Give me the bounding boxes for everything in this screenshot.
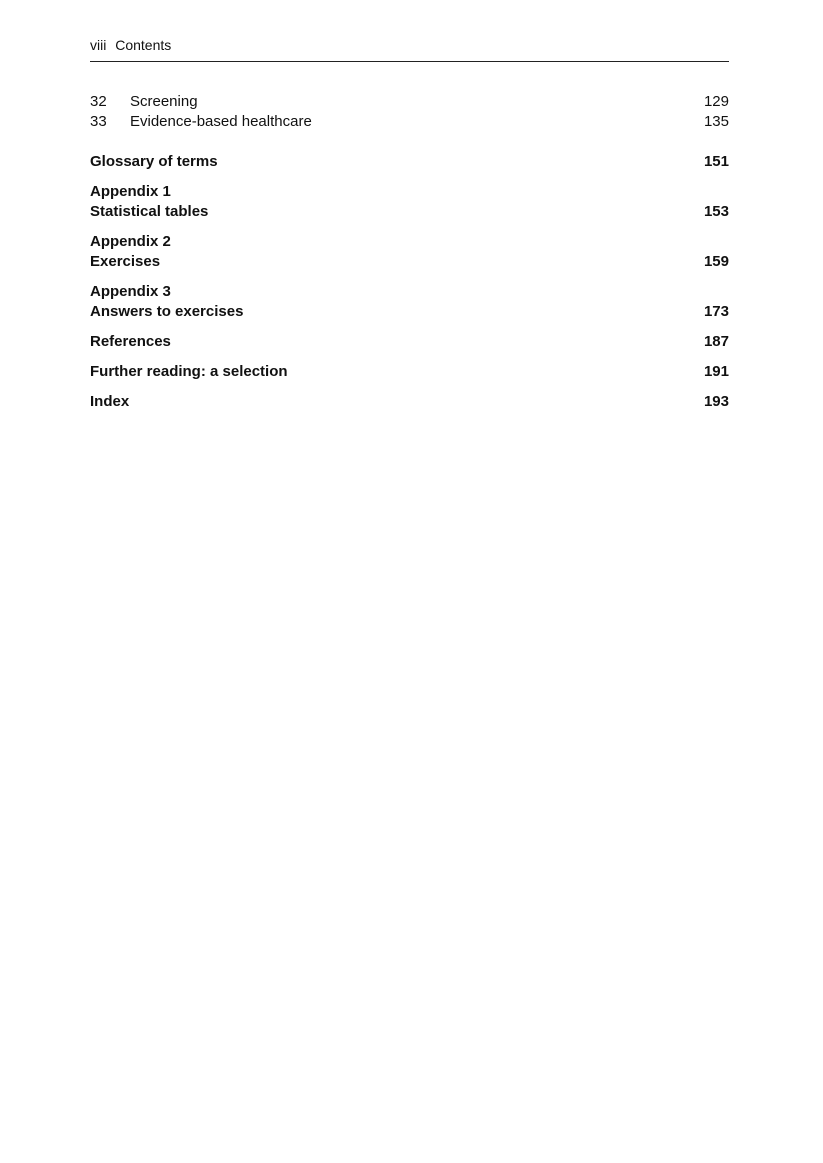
chapter-page-number: 129 bbox=[703, 93, 729, 110]
page-folio: viii bbox=[90, 37, 107, 53]
appendix-label: Appendix 1 bbox=[90, 183, 171, 200]
toc-entry-appendix-2[interactable] bbox=[90, 232, 729, 272]
appendix-label: Appendix 2 bbox=[90, 233, 171, 250]
entry-page-number: 173 bbox=[703, 303, 729, 320]
header-rule bbox=[90, 61, 729, 62]
entry-page-number: 153 bbox=[703, 203, 729, 220]
running-head-title: Contents bbox=[115, 37, 172, 53]
toc-entry-chapter-32[interactable] bbox=[90, 93, 729, 113]
toc-entry-chapter-33[interactable] bbox=[90, 113, 729, 133]
chapter-page-number: 135 bbox=[703, 113, 729, 130]
entry-title: Statistical tables bbox=[90, 203, 209, 220]
running-head bbox=[90, 37, 171, 53]
entry-page-number: 151 bbox=[703, 153, 729, 170]
toc-entry-index[interactable] bbox=[90, 392, 729, 412]
entry-title: Further reading: a selection bbox=[90, 363, 288, 380]
chapter-title: Screening bbox=[130, 93, 198, 110]
entry-page-number: 187 bbox=[703, 333, 729, 350]
chapter-number: 33 bbox=[90, 113, 107, 130]
entry-page-number: 191 bbox=[703, 363, 729, 380]
entry-page-number: 159 bbox=[703, 253, 729, 270]
toc-entry-appendix-1[interactable] bbox=[90, 182, 729, 222]
chapter-title: Evidence-based healthcare bbox=[130, 113, 312, 130]
appendix-label: Appendix 3 bbox=[90, 283, 171, 300]
entry-title: References bbox=[90, 333, 171, 350]
toc-entry-appendix-3[interactable] bbox=[90, 282, 729, 322]
entry-title: Answers to exercises bbox=[90, 303, 244, 320]
chapter-number: 32 bbox=[90, 93, 107, 110]
entry-page-number: 193 bbox=[703, 393, 729, 410]
toc-entry-further-reading[interactable] bbox=[90, 362, 729, 382]
toc-entry-glossary[interactable] bbox=[90, 152, 729, 172]
chapter-list bbox=[90, 93, 729, 133]
entry-title: Index bbox=[90, 393, 130, 410]
entry-title: Glossary of terms bbox=[90, 153, 218, 170]
entry-title: Exercises bbox=[90, 253, 161, 270]
toc-entry-references[interactable] bbox=[90, 332, 729, 352]
